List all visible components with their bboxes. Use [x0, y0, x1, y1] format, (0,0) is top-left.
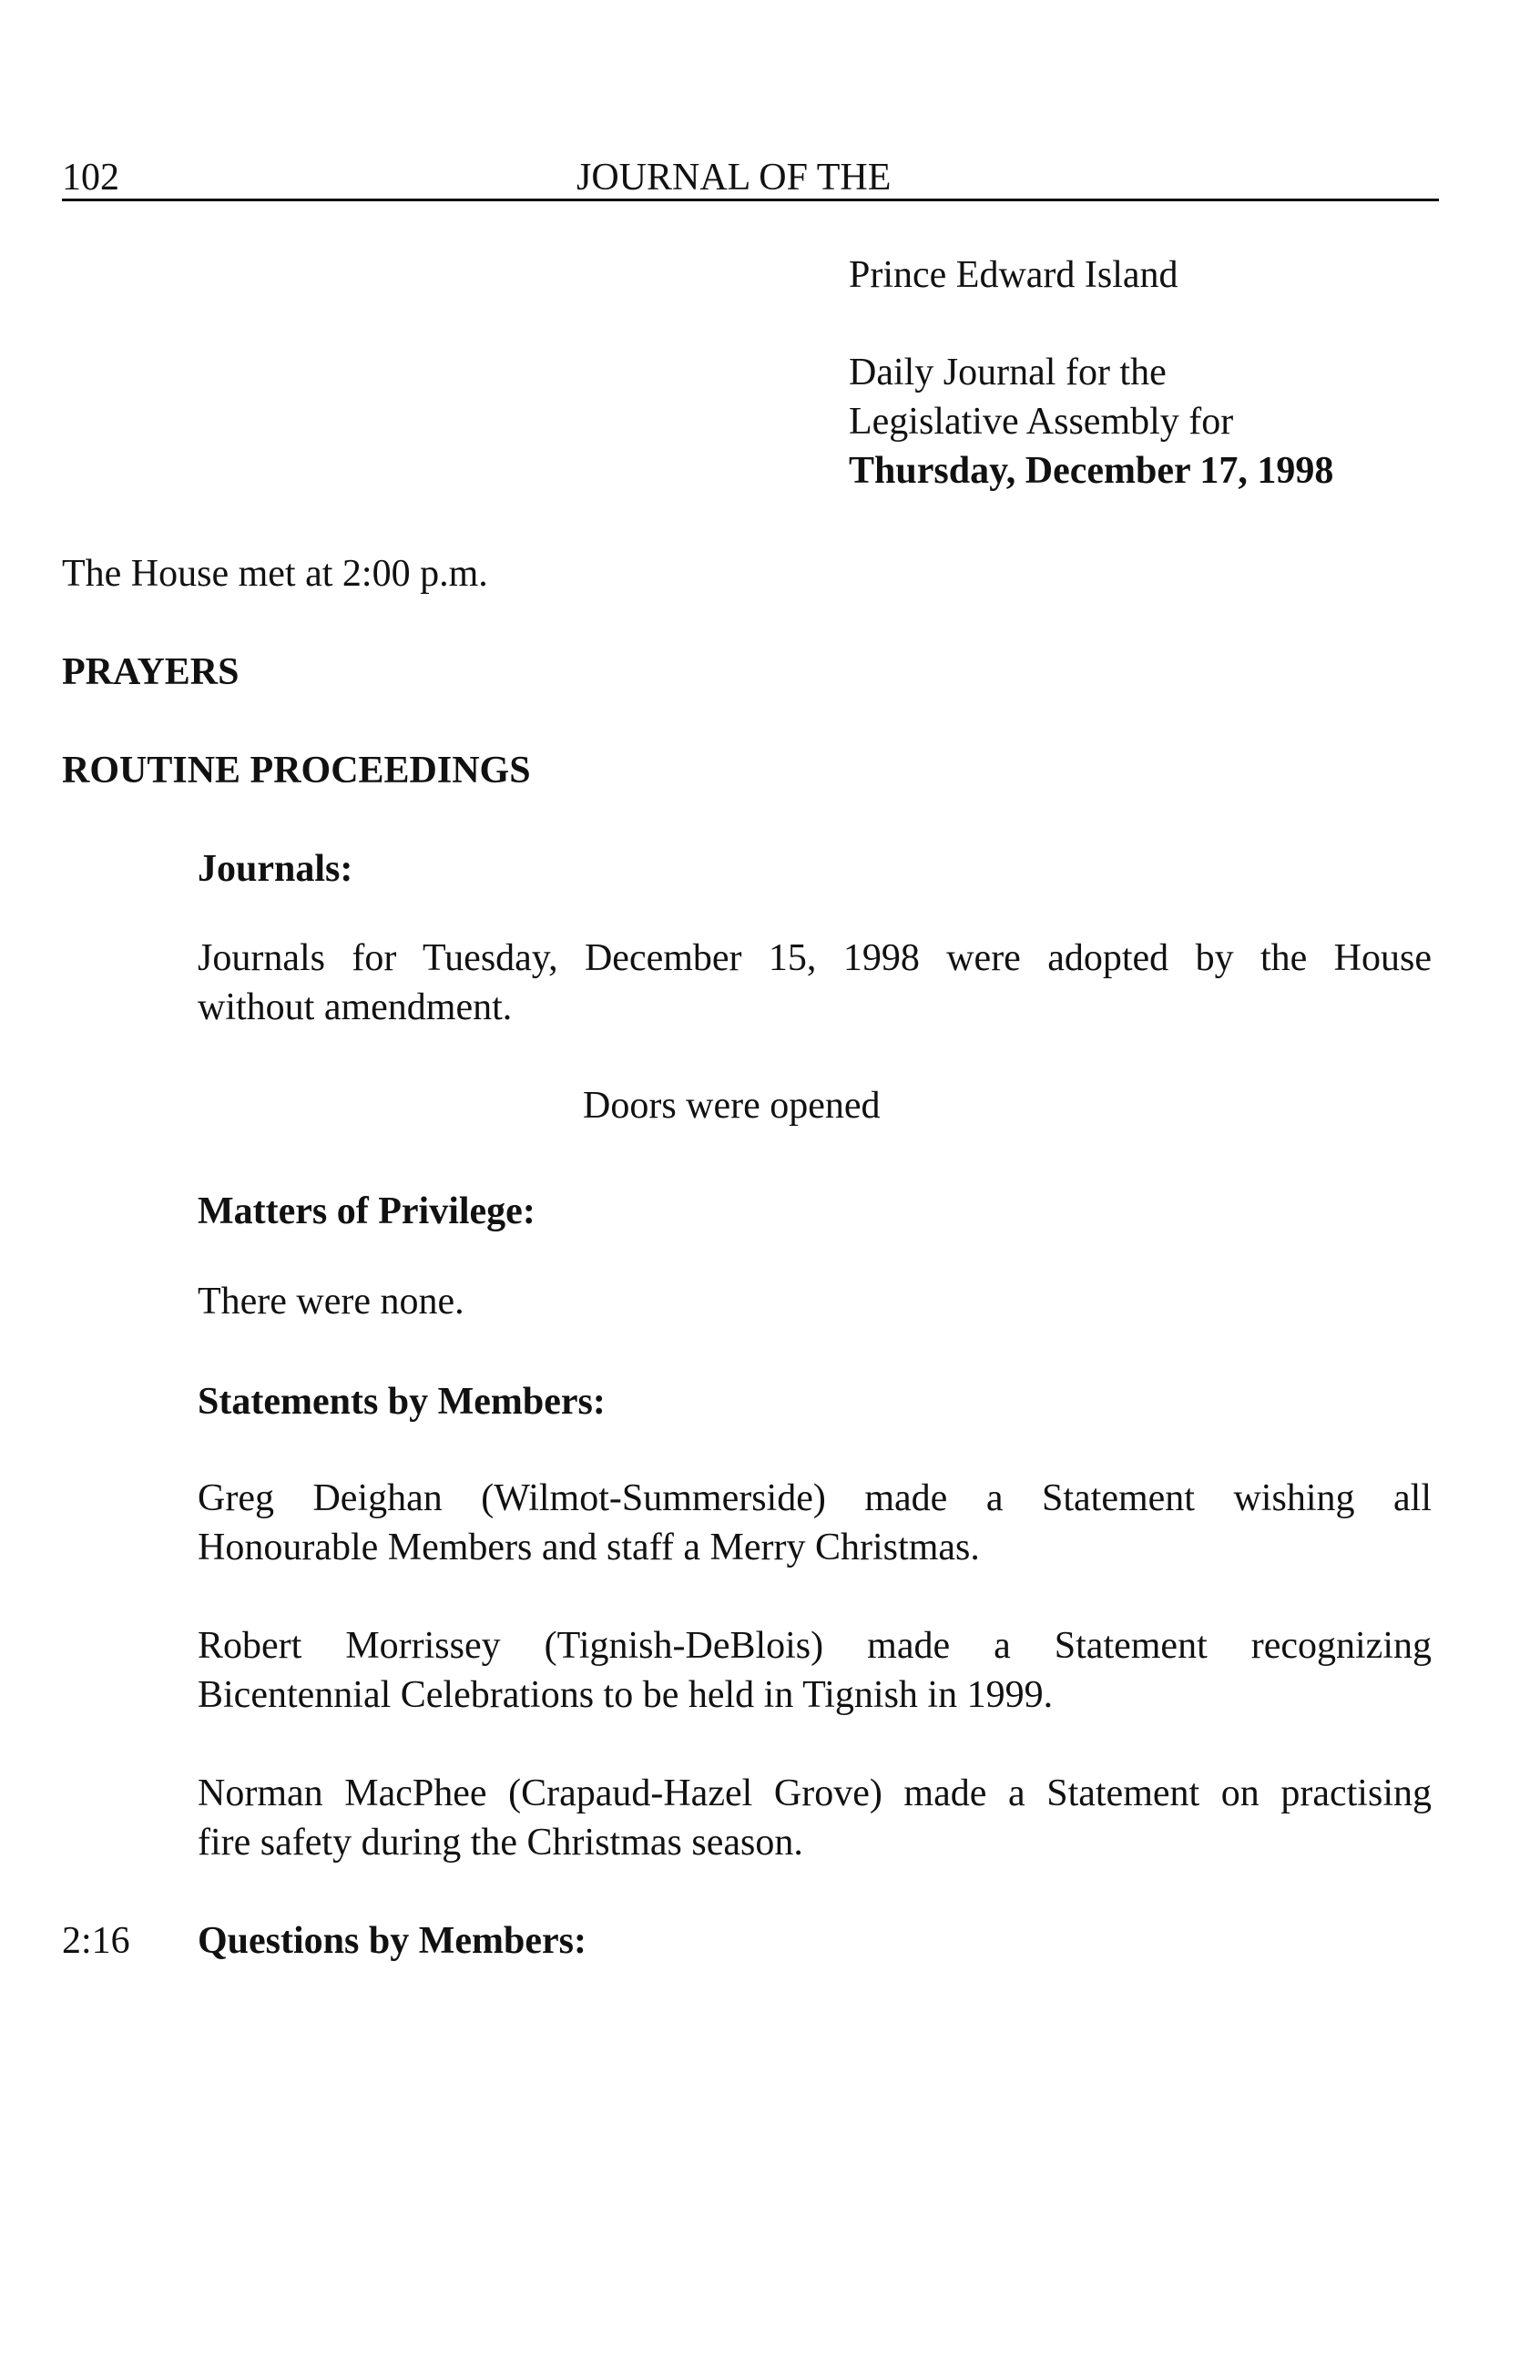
page-number: 102	[62, 157, 119, 199]
doors-opened-note: Doors were opened	[583, 1085, 881, 1127]
questions-time: 2:16	[62, 1920, 130, 1962]
province-name: Prince Edward Island	[849, 254, 1178, 296]
statement-1-line-1: Greg Deighan (Wilmot-Summerside) made a Statement wishing all	[198, 1477, 1432, 1519]
journals-heading: Journals:	[198, 848, 353, 890]
questions-heading: Questions by Members:	[198, 1920, 586, 1962]
opening-time: The House met at 2:00 p.m.	[62, 553, 488, 595]
header-rule	[62, 199, 1439, 201]
privilege-heading: Matters of Privilege:	[198, 1190, 535, 1232]
journals-line-2: without amendment.	[198, 986, 513, 1028]
statements-heading: Statements by Members:	[198, 1381, 606, 1423]
journal-title-line-2: Legislative Assembly for	[849, 401, 1234, 443]
sitting-date: Thursday, December 17, 1998	[849, 450, 1334, 492]
routine-proceedings-heading: ROUTINE PROCEEDINGS	[62, 750, 531, 792]
statement-3	[198, 1769, 1432, 1867]
prayers-heading: PRAYERS	[62, 651, 240, 693]
statement-2-line-2: Bicentennial Celebrations to be held in Tignish in 1999.	[198, 1674, 1054, 1716]
journal-title-line-1: Daily Journal for the	[849, 352, 1167, 393]
journals-line-1: Journals for Tuesday, December 15, 1998 were adopted by the House	[198, 937, 1432, 979]
journals-paragraph	[198, 934, 1432, 1032]
statement-3-line-2: fire safety during the Christmas season.	[198, 1822, 803, 1864]
statement-2	[198, 1621, 1432, 1720]
running-title: JOURNAL OF THE	[576, 157, 892, 199]
statement-1-line-2: Honourable Members and staff a Merry Christmas.	[198, 1527, 980, 1568]
statement-2-line-1: Robert Morrissey (Tignish-DeBlois) made a Statement recognizing	[198, 1625, 1432, 1667]
statement-3-line-1: Norman MacPhee (Crapaud-Hazel Grove) made a Statement on practising	[198, 1772, 1432, 1814]
statement-1	[198, 1474, 1432, 1572]
privilege-text: There were none.	[198, 1281, 464, 1323]
